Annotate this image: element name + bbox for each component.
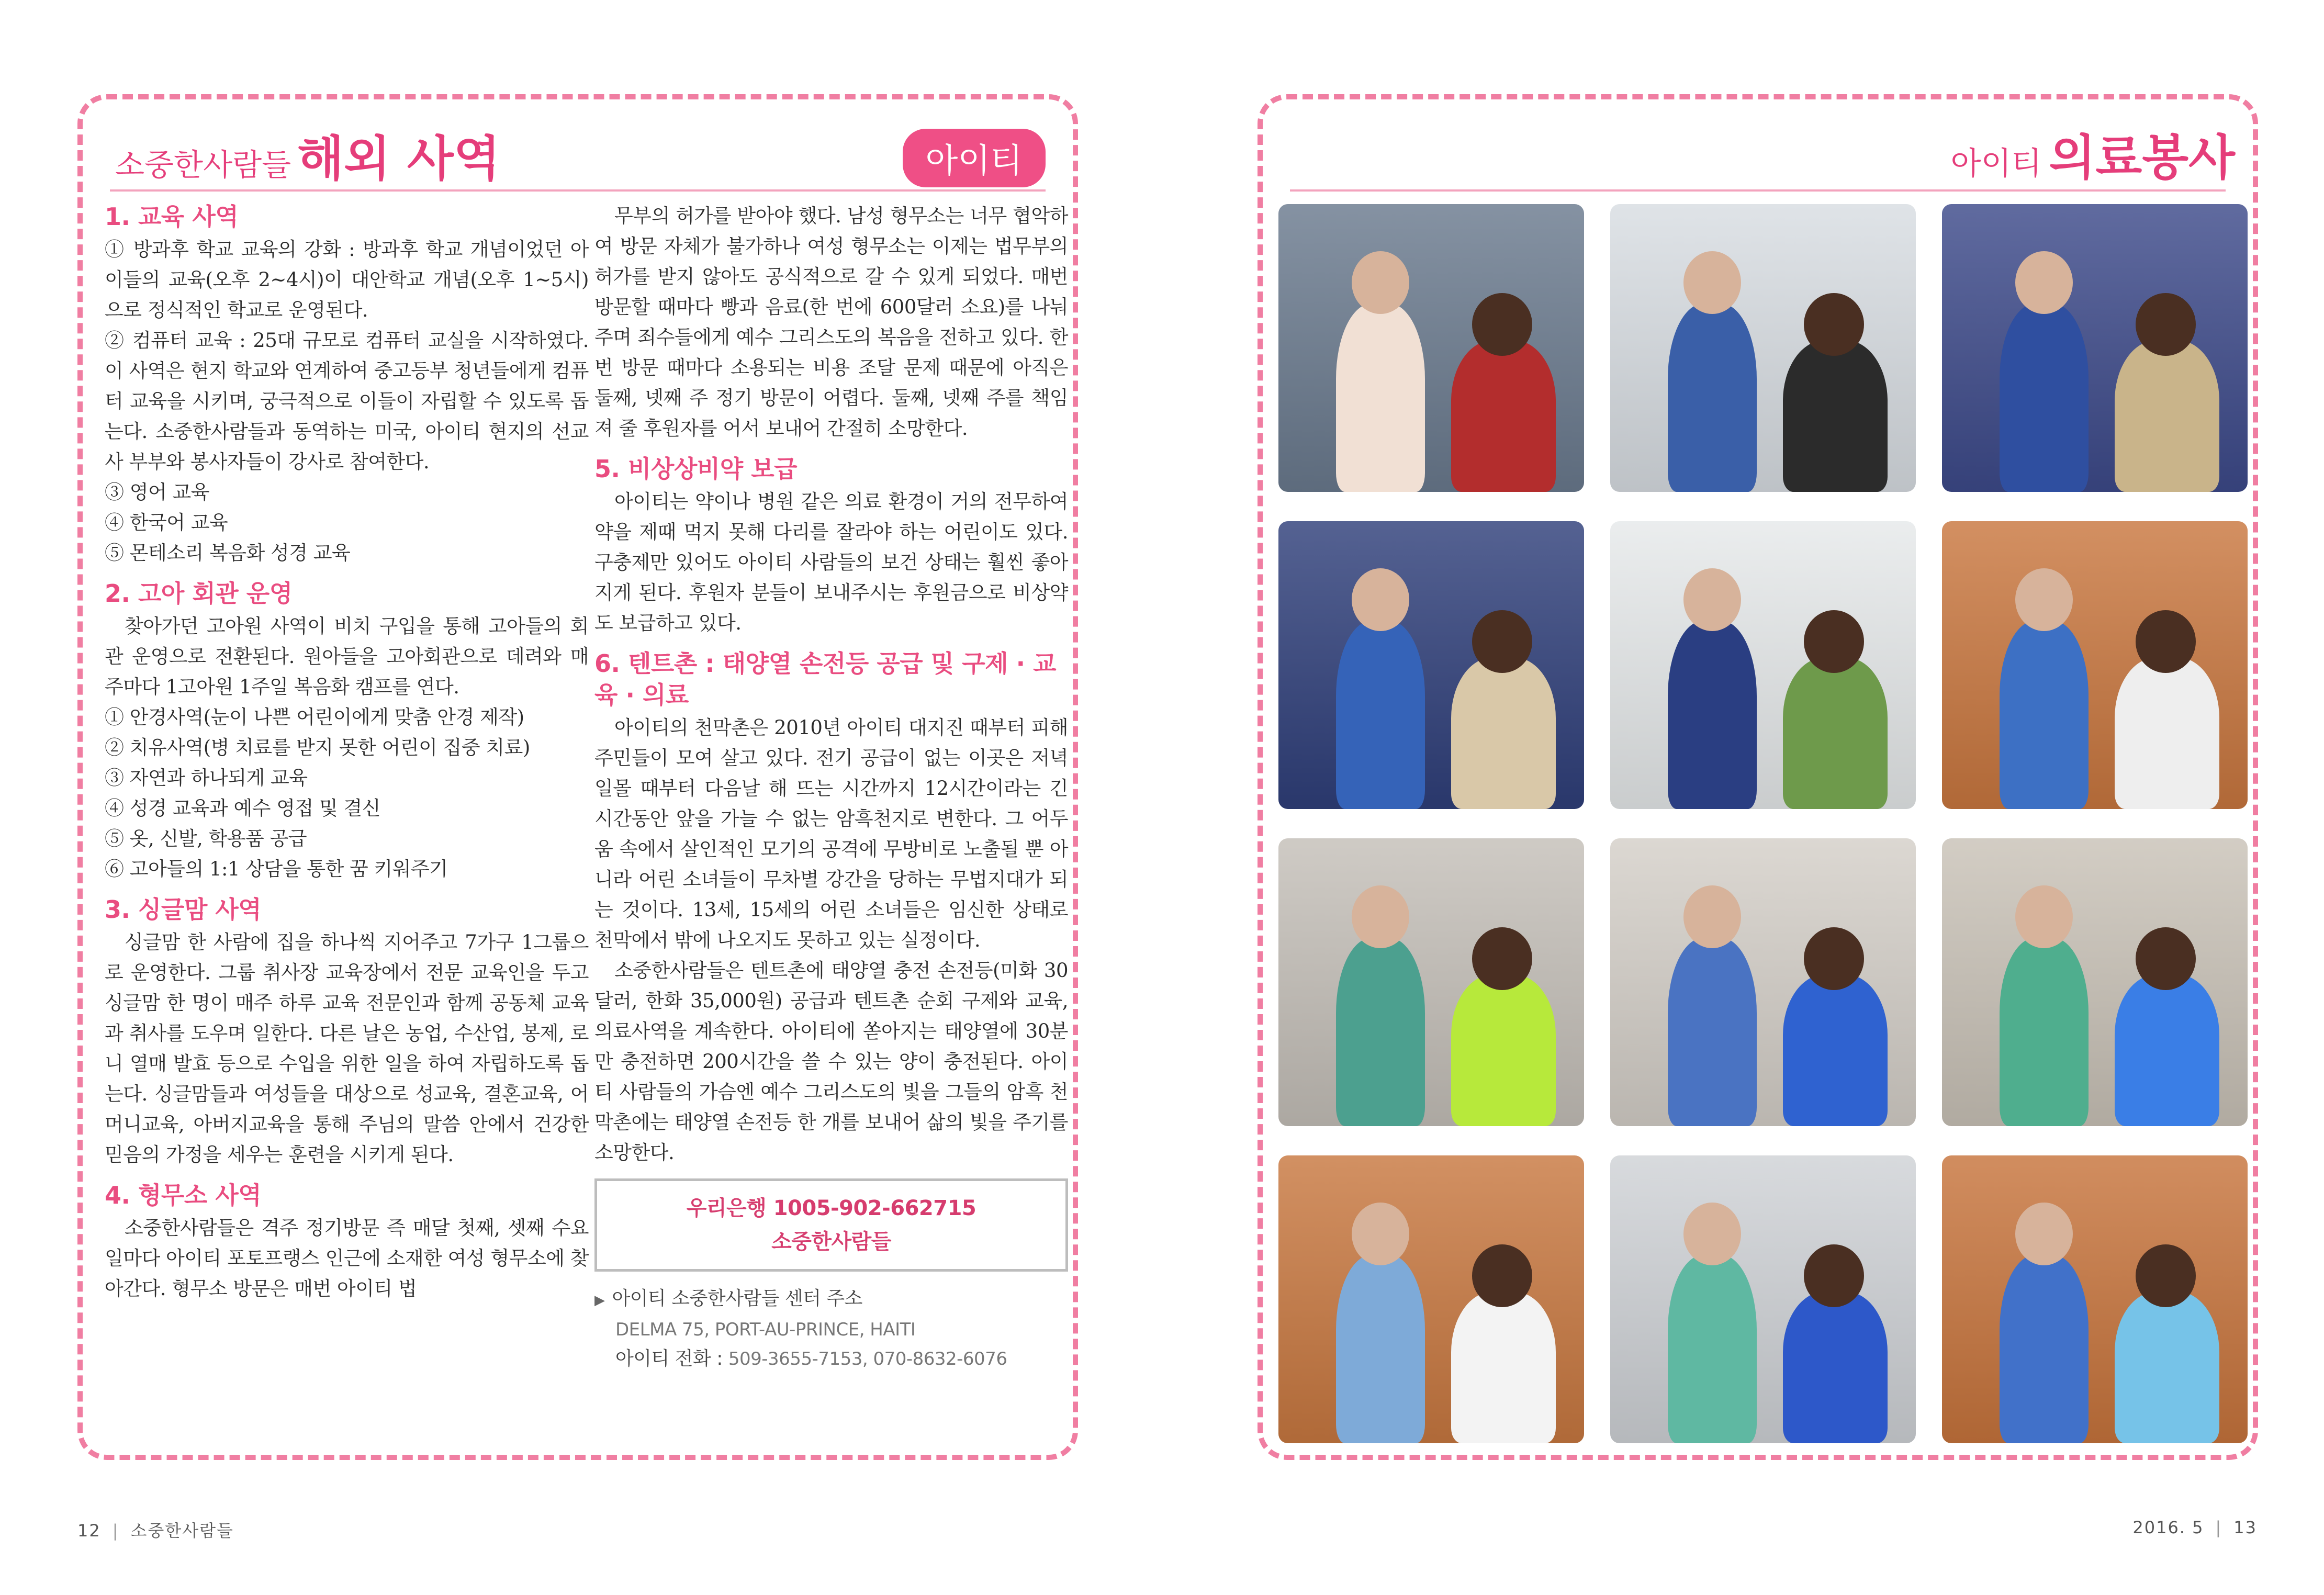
- list-item: ② 컴퓨터 교육 : 25대 규모로 컴퓨터 교실을 시작하였다. 이 사역은 현지 학교와 연계하여 중고등부 청년들에게 컴퓨터 교육을 시키며, 궁극적으로 이들이 자립할 수 있도록 돕는다. 소중한사람들과 동역하는 미국, 아이티 현지의 선교사 부부와 봉사자들이 강사로 참여한다.: [105, 329, 589, 473]
- list-item: ③ 자연과 하나되게 교육: [105, 767, 308, 789]
- list-item: ⑤ 옷, 신발, 학용품 공급: [105, 827, 307, 850]
- list-item: ① 안경사역(눈이 나쁜 어린이에게 맞춤 안경 제작): [105, 706, 524, 728]
- photo-green-scrubs: [1278, 838, 1584, 1126]
- footer-left: 12 | 소중한사람들: [77, 1521, 234, 1541]
- photo-grid: [1278, 204, 2248, 1450]
- list-item: ④ 성경 교육과 예수 영접 및 결신: [105, 797, 380, 819]
- section-title: 4. 형무소 사역: [105, 1181, 262, 1209]
- bullet-triangle-icon: ▶: [594, 1293, 605, 1308]
- left-header: [115, 120, 500, 189]
- section-title: 1. 교육 사역: [105, 203, 239, 231]
- article-column-1: [105, 201, 589, 1304]
- center-address: [594, 1284, 1068, 1374]
- photo-volunteer-patient: [1278, 521, 1584, 809]
- photo-dentist-child: [1610, 204, 1916, 492]
- page-number-right: 13: [2233, 1518, 2257, 1537]
- article-column-2: [594, 201, 1068, 1374]
- header-divider-right: [1290, 189, 2226, 192]
- phone-value: 509-3655-7153, 070-8632-6076: [728, 1349, 1007, 1369]
- photo-dental-girl: [1942, 521, 2248, 809]
- header-org-name: 소중한사람들: [115, 147, 291, 183]
- photo-eye-exam-child: [1278, 204, 1584, 492]
- photo-reclined-patient: [1610, 1155, 1916, 1443]
- section-title: 6. 텐트촌 : 태양열 손전등 공급 및 구제 · 교육 · 의료: [594, 649, 1057, 709]
- photo-dental-uniform: [1942, 204, 2248, 492]
- list-item: ⑥ 고아들의 1:1 상담을 통한 꿈 키워주기: [105, 858, 448, 880]
- paragraph: 아이티의 천막촌은 2010년 아이티 대지진 때부터 피해 주민들이 모여 살고 있다. 전기 공급이 없는 이곳은 저녁 일몰 때부터 다음날 해 뜨는 시간까지 12시간이라는 긴 시간동안 앞을 가늘 수 없는 암흑천지로 변한다. 그 어두움 속에서 살인적인 모기의 공격에 무방비로 노출될 뿐 아니라 어린 소녀들이 무차별 강간을 당하는 무법지대가 되는 것이다. 13세, 15세의 어린 소녀들은 임신한 상태로 천막에서 밖에 나오지도 못하고 있는 실정이다.: [594, 716, 1068, 951]
- header-divider: [110, 189, 1046, 192]
- footer-right: 2016. 5 | 13: [2132, 1518, 2257, 1537]
- section-title: 2. 고아 회관 운영: [105, 579, 293, 608]
- list-item: ③ 영어 교육: [105, 481, 209, 503]
- bank-account-holder: 소중한사람들: [771, 1230, 891, 1254]
- list-item: ④ 한국어 교육: [105, 511, 228, 534]
- right-page-frame: [1258, 94, 2258, 1460]
- paragraph: 무부의 허가를 받아야 했다. 남성 형무소는 너무 협악하여 방문 자체가 불가하나 여성 형무소는 이제는 법무부의 허가를 받지 않아도 공식적으로 갈 수 있게 되었다. 매번 방문할 때마다 빵과 음료(한 번에 600달러 소요)를 나눠 주며 죄수들에게 예수 그리스도의 복음을 전하고 있다. 한 번 방문 때마다 소용되는 비용 조달 문제 때문에 아직은 둘째, 넷째 주 정기 방문이 어렵다. 둘째, 넷째 주를 책임져 줄 후원자를 어서 보내어 간절히 소망한다.: [594, 205, 1068, 440]
- section-title: 3. 싱글맘 사역: [105, 895, 262, 924]
- photo-blue-scrubs: [1278, 1155, 1584, 1443]
- photo-waiting-area: [1610, 521, 1916, 809]
- header-medical-title: 의료봉사: [2049, 130, 2235, 186]
- paragraph: 아이티는 약이나 병원 같은 의료 환경이 거의 전무하여 약을 제때 먹지 못해 다리를 잘라야 하는 어린이도 있다. 구충제만 있어도 아이티 사람들의 보건 상태는 훨씬 좋아지게 된다. 후원자 분들이 보내주시는 후원금으로 비상약도 보급하고 있다.: [594, 490, 1068, 634]
- paragraph: 싱글맘 한 사람에 집을 하나씩 지어주고 7가구 1그룹으로 운영한다. 그룹 취사장 교육장에서 전문 교육인을 두고 싱글맘 한 명이 매주 하루 교육 전문인과 함께 공동체 교육과 취사를 도우며 일한다. 다른 날은 농업, 수산업, 봉제, 로니 열매 발효 등으로 수입을 위한 일을 하여 자립하도록 돕는다. 싱글맘들과 여성들을 대상으로 성교육, 결혼교육, 어머니교육, 아버지교육을 통해 주님의 말씀 안에서 건강한 믿음의 가정을 세우는 훈련을 시키게 된다.: [105, 931, 589, 1166]
- header-country: 아이티: [1950, 145, 2042, 182]
- bank-account-box: [594, 1178, 1068, 1272]
- section-title: 5. 비상상비약 보급: [594, 455, 798, 483]
- photo-child-chair: [1942, 838, 2248, 1126]
- list-item: ⑤ 몬테소리 복음화 성경 교육: [105, 542, 351, 564]
- address-english: DELMA 75, PORT-AU-PRINCE, HAITI: [615, 1319, 916, 1340]
- photo-dental-chair: [1610, 838, 1916, 1126]
- photo-team-work: [1942, 1155, 2248, 1443]
- address-title: 아이티 소중한사람들 센터 주소: [612, 1288, 862, 1309]
- column-2-body: [594, 201, 1068, 1168]
- list-item: ② 치유사역(병 치료를 받지 못한 어린이 집중 치료): [105, 736, 530, 759]
- paragraph: 소중한사람들은 격주 정기방문 즉 매달 첫째, 셋째 수요일마다 아이티 포토프랭스 인근에 소재한 여성 형무소에 찾아간다. 형무소 방문은 매번 아이티 법: [105, 1217, 589, 1300]
- paragraph: 찾아가던 고아원 사역이 비치 구입을 통해 고아들의 회관 운영으로 전환된다. 원아들을 고아회관으로 데려와 매 주마다 1고아원 1주일 복음화 캠프를 연다.: [105, 615, 589, 698]
- page-number-left: 12: [77, 1521, 101, 1541]
- header-title: 해외 사역: [297, 131, 500, 187]
- footer-issue-date: 2016. 5: [2132, 1518, 2204, 1537]
- country-badge: 아이티: [903, 129, 1046, 187]
- left-page-frame: [77, 94, 1078, 1460]
- footer-magazine-name: 소중한사람들: [130, 1521, 234, 1541]
- phone-label: 아이티 전화 :: [615, 1348, 723, 1369]
- paragraph: 소중한사람들은 텐트촌에 태양열 충전 손전등(미화 30달러, 한화 35,000원) 공급과 텐트촌 순회 구제와 교육, 의료사역을 계속한다. 아이티에 쏟아지는 태양열에 30분만 충전하면 200시간을 쓸 수 있는 양이 충전된다. 아이티 사람들의 가슴엔 예수 그리스도의 빛을 그들의 암흑 천막촌에는 태양열 손전등 한 개를 보내어 삶의 빛을 주기를 소망한다.: [594, 959, 1068, 1164]
- list-item: ① 방과후 학교 교육의 강화 : 방과후 학교 개념이었던 아이들의 교육(오후 2~4시)이 대안학교 개념(오후 1~5시)으로 정식적인 학교로 운영된다.: [105, 238, 589, 321]
- right-header: [1951, 119, 2235, 188]
- bank-account-number: 우리은행 1005-902-662715: [686, 1196, 976, 1220]
